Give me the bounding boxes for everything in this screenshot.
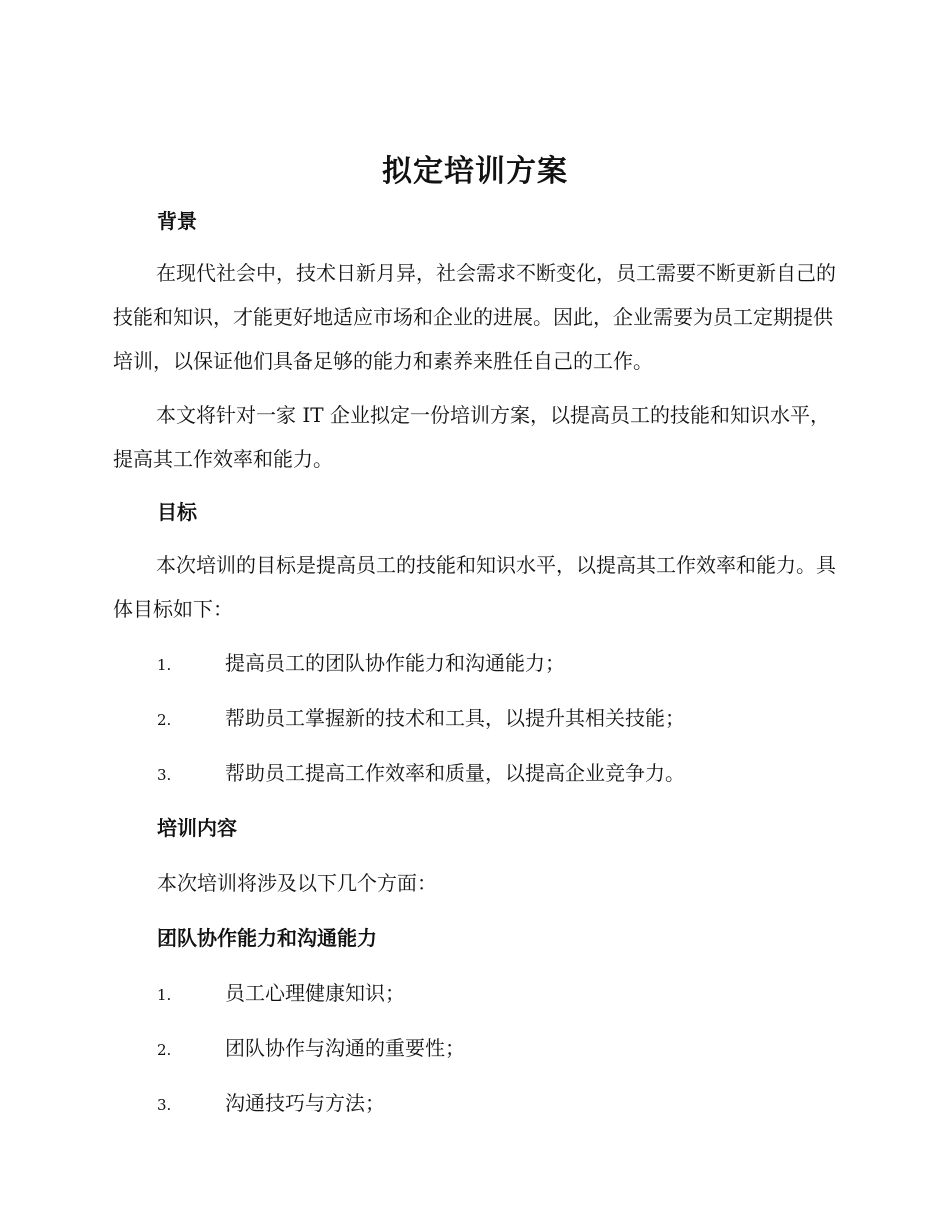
list-number: 2. (157, 1041, 172, 1059)
list-text: 员工心理健康知识； (225, 981, 405, 1005)
list-number: 1. (157, 986, 172, 1004)
goals-paragraph: 本次培训的目标是提高员工的技能和知识水平，以提高其工作效率和能力。具体目标如下： (113, 553, 836, 621)
heading-training-content: 培训内容 (157, 816, 237, 840)
list-text: 沟通技巧与方法； (225, 1091, 385, 1115)
heading-goals: 目标 (157, 500, 197, 524)
heading-background: 背景 (157, 209, 197, 233)
content-intro: 本次培训将涉及以下几个方面： (157, 871, 437, 895)
list-text: 提高员工的团队协作能力和沟通能力； (225, 651, 565, 675)
list-text: 团队协作与沟通的重要性； (225, 1036, 465, 1060)
background-paragraph-2: 本文将针对一家 IT 企业拟定一份培训方案，以提高员工的技能和知识水平，提高其工作效率和能力。 (113, 403, 830, 471)
document-title: 拟定培训方案 (382, 154, 568, 189)
list-number: 2. (157, 711, 172, 729)
list-text: 帮助员工掌握新的技术和工具，以提升其相关技能； (225, 706, 685, 730)
heading-teamwork: 团队协作能力和沟通能力 (157, 926, 377, 950)
list-number: 3. (157, 1096, 172, 1114)
list-text: 帮助员工提高工作效率和质量，以提高企业竞争力。 (225, 761, 685, 785)
list-number: 1. (157, 656, 172, 674)
background-paragraph-1: 在现代社会中，技术日新月异，社会需求不断变化，员工需要不断更新自己的技能和知识，才能更好地适应市场和企业的进展。因此，企业需要为员工定期提供培训，以保证他们具备足够的能力和素养来胜任自己的工作。 (113, 261, 836, 373)
list-number: 3. (157, 766, 172, 784)
